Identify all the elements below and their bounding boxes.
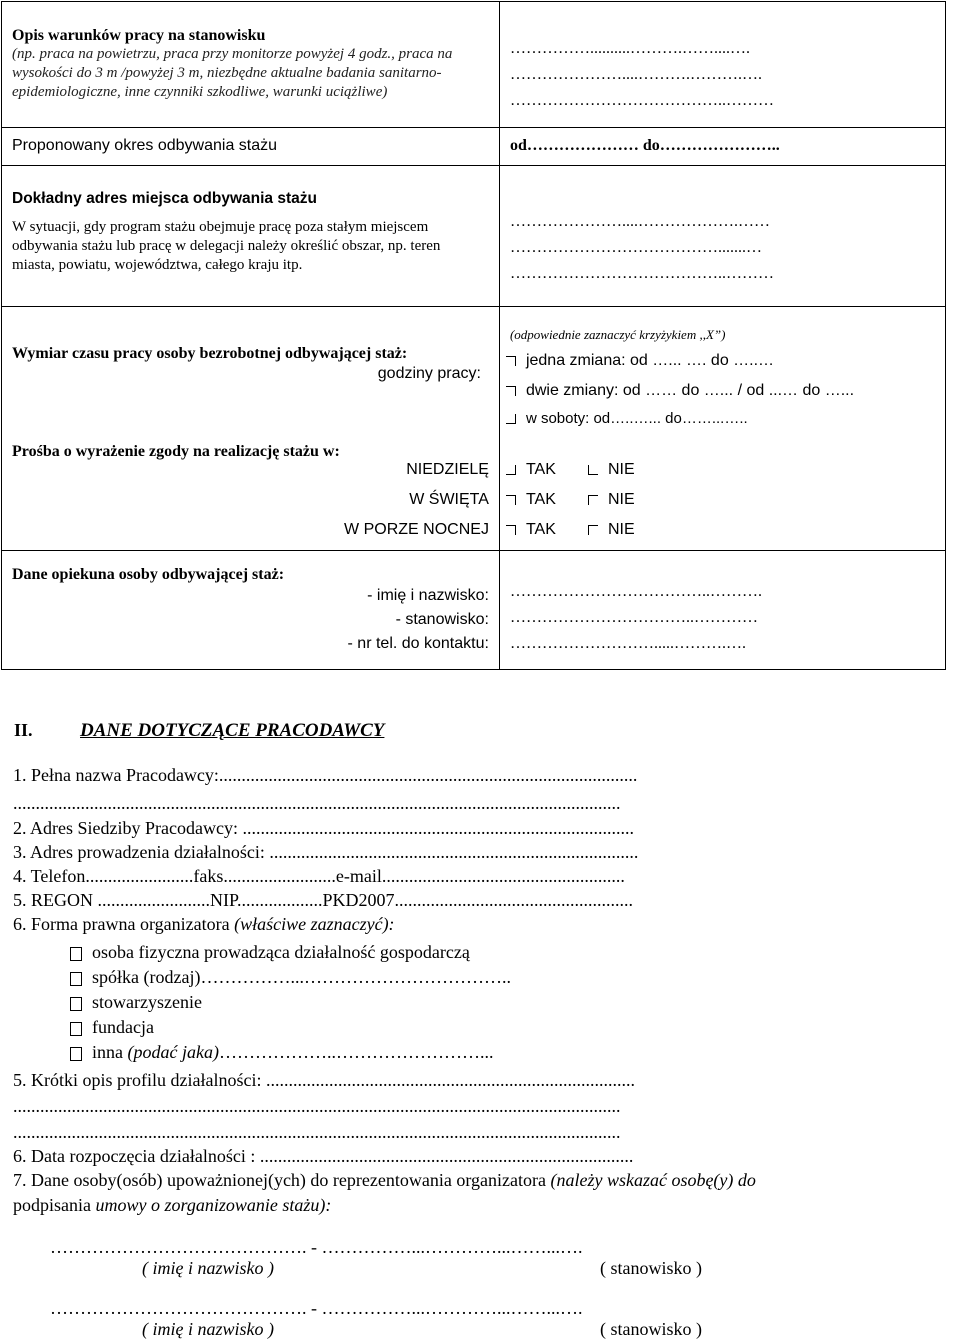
signature-dots-1[interactable]: ……………………………………. - ……………...…………...……...….: [50, 1237, 583, 1257]
representatives-line: [13, 1170, 756, 1191]
contact-line[interactable]: 4. Telefon........................faks.........................e-mail......................................................: [13, 866, 625, 886]
tak-label: TAK: [525, 521, 556, 538]
supervisor-phone-field[interactable]: ……………………….....……….….: [509, 635, 746, 652]
legal-form-option-1[interactable]: [70, 942, 470, 963]
legal-form-option-4-label: fundacja: [92, 1017, 154, 1037]
option-one-shift[interactable]: [506, 352, 774, 370]
consent-sundays-label: NIEDZIELĘ: [406, 461, 489, 478]
checkbox-icon[interactable]: [70, 997, 82, 1011]
address-note-1: W sytuacji, gdy program stażu obejmuje pracę poza stałym miejscem: [12, 219, 429, 235]
night-choice[interactable]: [506, 521, 556, 539]
work-conditions-field-1[interactable]: ……………..........……….……....….: [509, 40, 750, 57]
work-conditions-note-2: wysokości do 3 m /powyżej 3 m, niezbędne aktualne badania sanitarno-: [12, 65, 442, 81]
internship-period-field[interactable]: od………………… do…………………..: [509, 137, 780, 154]
internship-period-label: Proponowany okres odbywania stażu: [12, 137, 278, 154]
work-conditions-note-3: epidemiologiczne, inne czynniki szkodliwe, warunki uciążliwe): [12, 84, 388, 100]
legal-form-option-5-label: inna: [92, 1042, 128, 1062]
checkbox-icon[interactable]: [506, 414, 516, 424]
checkbox-icon[interactable]: [506, 386, 516, 396]
start-date-line[interactable]: 6. Data rozpoczęcia działalności : ...................................................................................: [13, 1146, 634, 1166]
holidays-choice[interactable]: [506, 491, 556, 509]
nie-checkbox-icon[interactable]: [588, 465, 598, 475]
tak-checkbox-icon[interactable]: [506, 465, 516, 475]
regon-nip-pkd-line[interactable]: 5. REGON .........................NIP...................PKD2007.....................................................: [13, 890, 634, 910]
employer-name-line-2[interactable]: .......................................................................................................................................: [13, 793, 621, 813]
working-hours-label: godziny pracy:: [377, 365, 481, 382]
consent-title: Prośba o wyrażenie zgody na realizację stażu w:: [12, 443, 340, 460]
nie-checkbox-icon[interactable]: [588, 495, 598, 505]
representatives-line-2: [13, 1195, 331, 1216]
option-two-shifts[interactable]: [506, 382, 854, 400]
sundays-choice[interactable]: [506, 461, 556, 479]
legal-form-option-5-hint: (podać jaka): [127, 1042, 219, 1062]
address-note-3: miasta, powiatu, województwa, całego kraju itp.: [12, 257, 303, 273]
option-saturdays[interactable]: [506, 410, 748, 427]
legal-form-option-3-label: stowarzyszenie: [92, 992, 202, 1012]
business-address-line[interactable]: 3. Adres prowadzenia działalności: ..................................................................................: [13, 842, 639, 862]
supervisor-name-label: - imię i nazwisko:: [367, 587, 489, 604]
signature-name-caption-2: ( imię i nazwisko ): [142, 1319, 274, 1339]
consent-night-label: W PORZE NOCNEJ: [344, 521, 489, 538]
supervisor-position-field[interactable]: ……………………………..…………: [509, 609, 758, 626]
working-time-title: Wymiar czasu pracy osoby bezrobotnej odbywającej staż:: [12, 345, 408, 362]
legal-form-option-1-label: osoba fizyczna prowadząca działalność gospodarczą: [92, 942, 470, 962]
employer-address-line[interactable]: 2. Adres Siedziby Pracodawcy: .......................................................................................: [13, 818, 634, 838]
profile-line-2[interactable]: .......................................................................................................................................: [13, 1096, 621, 1116]
checkbox-icon[interactable]: [70, 1022, 82, 1036]
employer-name-line[interactable]: 1. Pełna nazwa Pracodawcy:.............................................................................................: [13, 765, 638, 785]
section-heading: DANE DOTYCZĄCE PRACODAWCY: [80, 720, 385, 741]
representatives-hint: (należy wskazać osobę(y) do: [550, 1170, 756, 1190]
supervisor-phone-label: - nr tel. do kontaktu:: [347, 635, 489, 652]
option-two-shifts-label: dwie zmiany: od …… do …... / od ...… do …...: [525, 382, 855, 399]
checkbox-icon[interactable]: [506, 356, 516, 366]
signature-dots-2[interactable]: ……………………………………. - ……………...…………...……...….: [50, 1298, 583, 1318]
nie-label: NIE: [607, 491, 635, 508]
address-field-3[interactable]: …………………………………..………: [509, 265, 774, 282]
profile-line-3[interactable]: .......................................................................................................................................: [13, 1122, 621, 1142]
address-title: Dokładny adres miejsca odbywania stażu: [12, 190, 317, 207]
work-conditions-field-2[interactable]: …………………....……….……….….: [509, 66, 762, 83]
address-field-2[interactable]: ………………………………….......…: [509, 239, 762, 256]
tak-checkbox-icon[interactable]: [506, 495, 516, 505]
checkbox-icon[interactable]: [70, 972, 82, 986]
address-note-2: odbywania stażu lub pracę w delegacji należy określić obszar, np. teren: [12, 238, 441, 254]
signature-position-caption-1: ( stanowisko ): [600, 1258, 702, 1278]
legal-form-line: [13, 914, 395, 935]
night-choice-no[interactable]: [588, 521, 635, 539]
nie-label: NIE: [607, 461, 635, 478]
profile-line[interactable]: 5. Krótki opis profilu działalności: ..................................................................................: [13, 1070, 635, 1090]
nie-checkbox-icon[interactable]: [588, 525, 598, 535]
representatives-label-2: podpisania: [13, 1195, 96, 1215]
representatives-label: 7. Dane osoby(osób) upoważnionej(ych) do reprezentowania organizatora: [13, 1170, 551, 1190]
consent-holidays-label: W ŚWIĘTA: [409, 491, 489, 508]
checkbox-icon[interactable]: [70, 947, 82, 961]
work-conditions-field-3[interactable]: …………………………………..………: [509, 92, 774, 109]
representatives-hint-2: umowy o zorganizowanie stażu):: [95, 1195, 332, 1215]
signature-position-caption-2: ( stanowisko ): [600, 1319, 702, 1339]
supervisor-position-label: - stanowisko:: [395, 611, 489, 628]
legal-form-option-5[interactable]: [70, 1042, 493, 1063]
supervisor-title: Dane opiekuna osoby odbywającej staż:: [12, 566, 285, 583]
legal-form-option-2[interactable]: [70, 967, 511, 988]
legal-form-option-2-label: spółka (rodzaj)……………...……………………………..: [92, 967, 511, 987]
legal-form-option-3[interactable]: [70, 992, 202, 1013]
section-number: II.: [14, 720, 33, 740]
signature-name-caption-1: ( imię i nazwisko ): [142, 1258, 274, 1278]
tak-label: TAK: [525, 461, 556, 478]
work-conditions-title: Opis warunków pracy na stanowisku: [12, 27, 266, 44]
address-field-1[interactable]: …………………....……………….……: [509, 213, 770, 230]
legal-form-hint: (właściwe zaznaczyć):: [234, 914, 395, 934]
mark-hint: (odpowiednie zaznaczyć krzyżykiem ,,X”): [509, 327, 726, 342]
holidays-choice-no[interactable]: [588, 491, 635, 509]
legal-form-option-4[interactable]: [70, 1017, 154, 1038]
tak-label: TAK: [525, 491, 556, 508]
option-one-shift-label: jedna zmiana: od …... …. do …..…: [525, 352, 775, 369]
conditions-table: [1, 1, 946, 670]
work-conditions-note-1: (np. praca na powietrzu, praca przy monitorze powyżej 4 godz., praca na: [12, 46, 453, 62]
supervisor-name-field[interactable]: ………………………………..……….: [509, 583, 762, 600]
sundays-choice-no[interactable]: [588, 461, 635, 479]
legal-form-label: 6. Forma prawna organizatora: [13, 914, 235, 934]
tak-checkbox-icon[interactable]: [506, 525, 516, 535]
legal-form-option-5-field[interactable]: ………………..……………………...: [218, 1042, 494, 1062]
nie-label: NIE: [607, 521, 635, 538]
checkbox-icon[interactable]: [70, 1047, 82, 1061]
option-saturdays-label: w soboty: od…..…... do……...…..: [525, 410, 748, 427]
